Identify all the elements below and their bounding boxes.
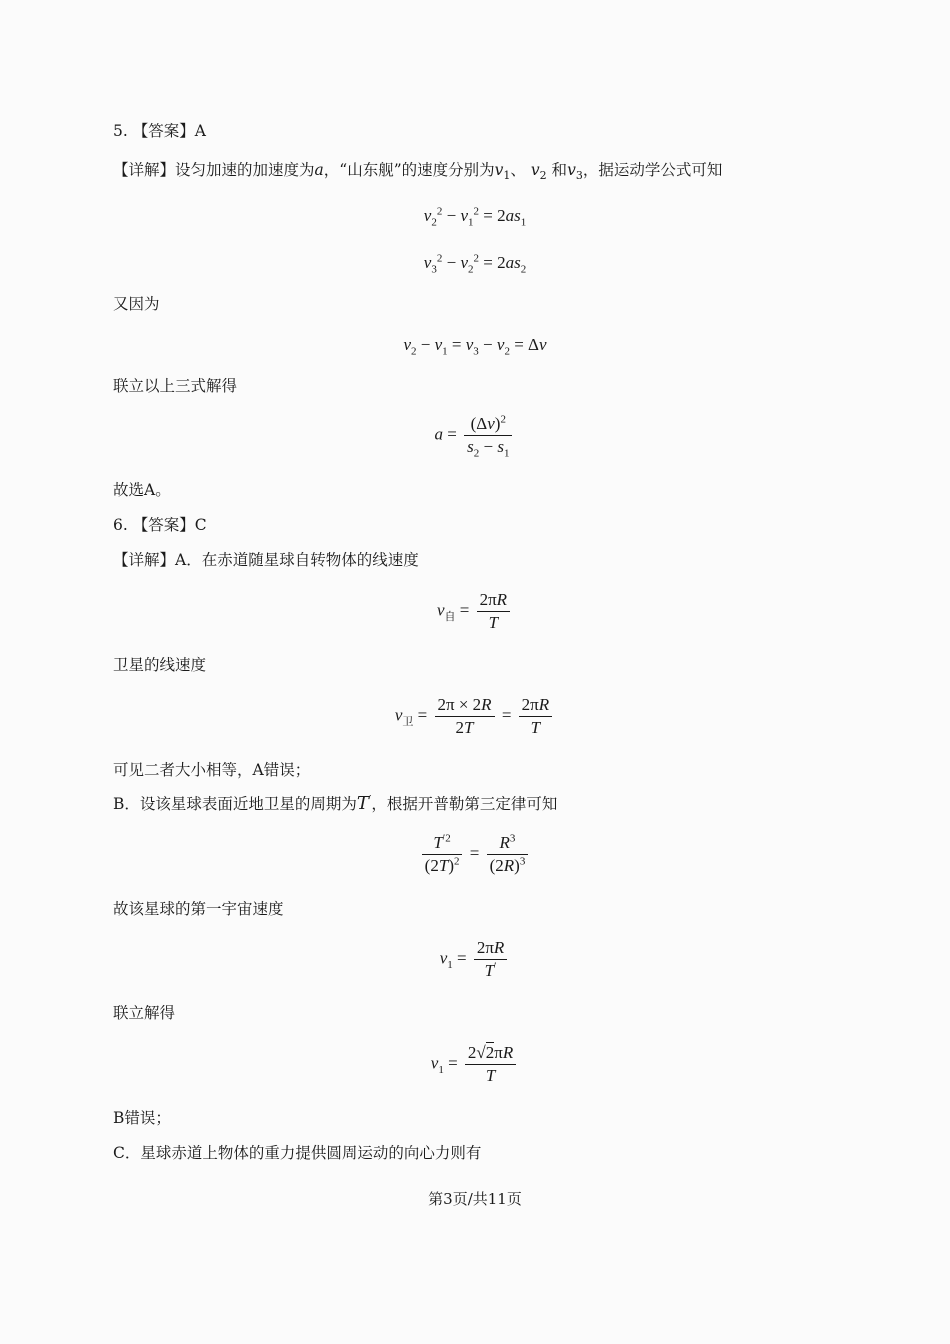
q5-detail-and2: 和 <box>551 161 568 179</box>
q5-text-combine: 联立以上三式解得 <box>113 377 238 395</box>
equation-kinematics-2: $v_3^2 - v_2^2 = 2as_2$ <box>423 252 527 276</box>
equation-first-cosmic-result: $v_1$ = $\frac{2√2\pi R}{T}$ <box>0 1042 950 1087</box>
q6-text-a-wrong: 可见二者大小相等，A错误； <box>113 761 311 779</box>
page-footer: 第3页/共11页 <box>428 1190 522 1208</box>
q6-text-sat-speed: 卫星的线速度 <box>113 656 207 674</box>
q5-conclusion: 故选A。 <box>113 481 171 499</box>
equation-acceleration-result: a = $\frac{(\Delta v)^2}{s_2 - s_1}$ <box>0 413 950 458</box>
q5-text-also: 又因为 <box>113 295 160 313</box>
q5-detail-suffix: ，据运动学公式可知 <box>582 161 723 179</box>
q6-b-line: B．设该星球表面近地卫星的周期为T′，根据开普勒第三定律可知 <box>113 792 558 814</box>
equation-velocity-diff: $v_2 - v_1 = v_3 - v_2 = \Delta v$ <box>403 335 547 358</box>
q6-text-b-suffix: ，根据开普勒第三定律可知 <box>371 795 558 813</box>
equation-satellite-speed: $v_卫$ = $\frac{2\pi \times 2R}{2T}$ = $\frac{2\pi R}{T}$ <box>0 694 950 739</box>
q5-detail-prefix: 【详解】设匀加速的加速度为 <box>113 161 315 179</box>
equation-rotation-speed: $v_自$ = $\frac{2\pi R}{T}$ <box>0 589 950 634</box>
q6-detail-a: 【详解】A．在赤道随星球自转物体的线速度 <box>113 551 419 569</box>
q5-detail-mid: ，“山东舰”的速度分别为 <box>323 161 495 179</box>
q6-text-b-wrong: B错误； <box>113 1109 171 1127</box>
q6-text-b-prefix: B．设该星球表面近地卫星的周期为 <box>113 795 357 813</box>
q5-detail-line: 【详解】设匀加速的加速度为a，“山东舰”的速度分别为$v_1$、 $v_2$ 和$v_3$，据运动学公式可知 <box>113 161 723 183</box>
equation-kepler-third-law: $\frac{T^{'2}}{(2T)^2}$ = $\frac{R^3}{(2R)^3}$ <box>0 832 950 877</box>
q6-text-solve: 联立解得 <box>113 1004 176 1022</box>
q5-answer: 5. 【答案】A <box>113 122 206 140</box>
q6-text-first-cosmic: 故该星球的第一宇宙速度 <box>113 900 284 918</box>
equation-kinematics-1: $v_2^2 - v_1^2 = 2as_1$ <box>423 205 527 229</box>
equation-first-cosmic-speed: $v_1$ = $\frac{2\pi R}{T'}$ <box>0 937 950 982</box>
q5-detail-and1: 、 <box>510 161 526 179</box>
q6-answer: 6. 【答案】C <box>113 516 207 534</box>
q6-text-c: C．星球赤道上物体的重力提供圆周运动的向心力则有 <box>113 1144 482 1162</box>
